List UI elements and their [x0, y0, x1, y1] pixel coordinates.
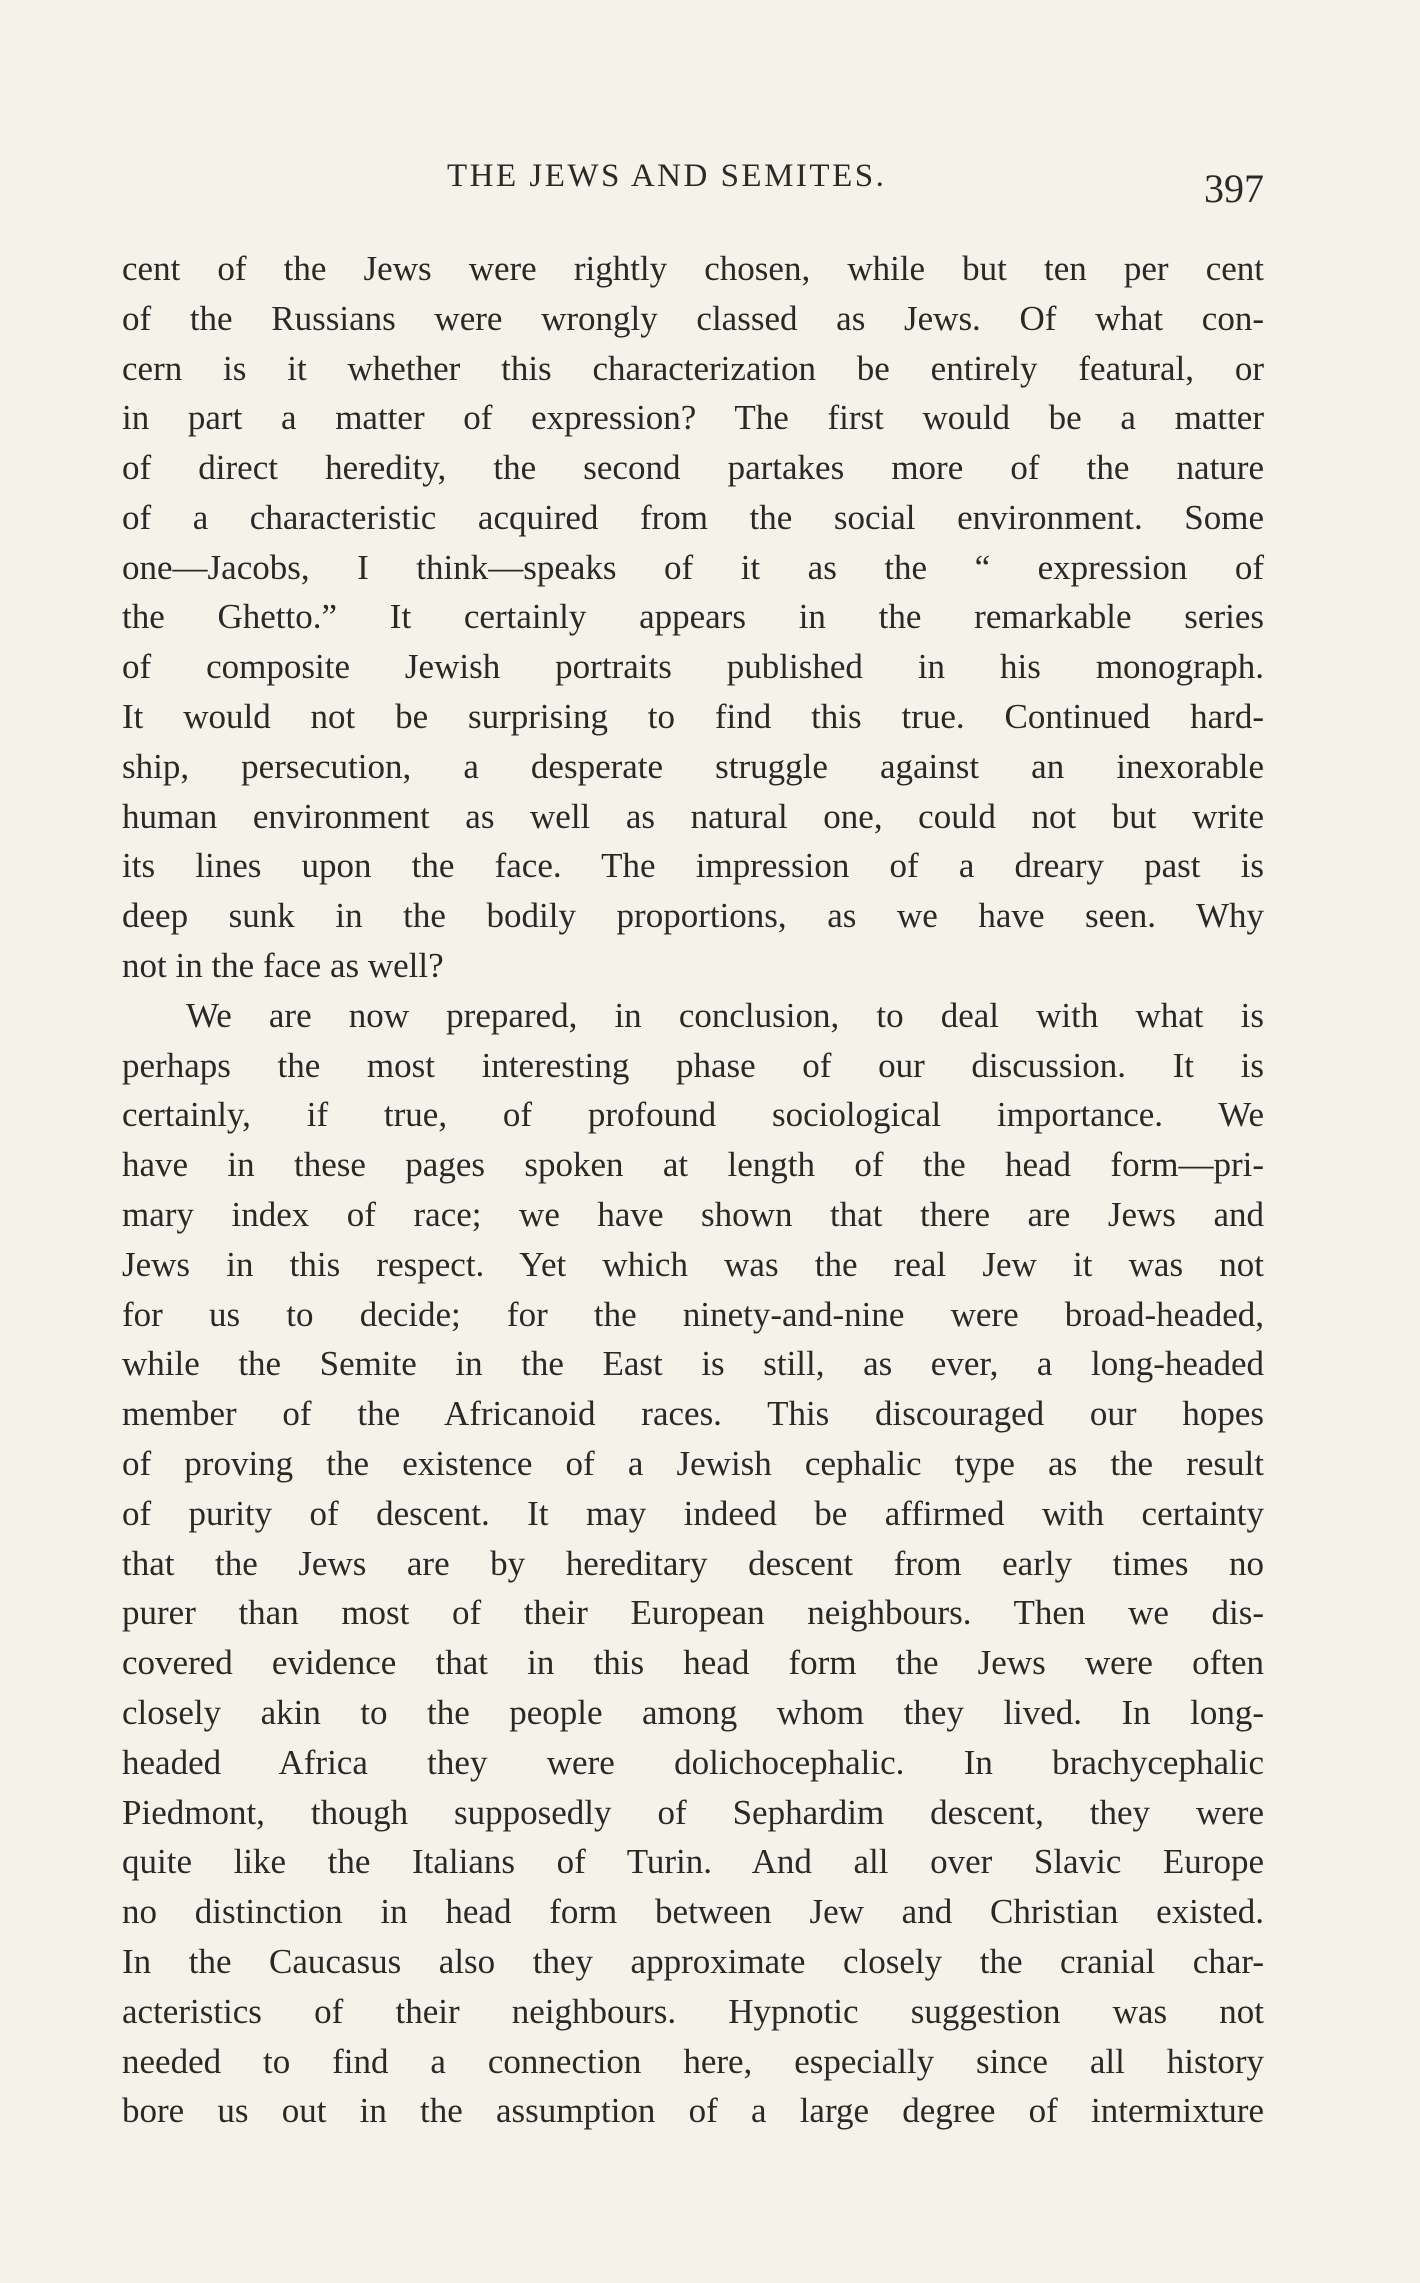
text-line: Piedmont, though supposedly of Sephardim descent, they were	[122, 1793, 1264, 1832]
text-line: of proving the existence of a Jewish cephalic type as the result	[122, 1444, 1264, 1483]
text-line: of direct heredity, the second partakes more of the nature	[122, 448, 1264, 487]
text-line: ship, persecution, a desperate struggle against an inexorable	[122, 747, 1264, 786]
text-line: needed to find a connection here, especially since all history	[122, 2042, 1264, 2081]
text-line: mary index of race; we have shown that there are Jews and	[122, 1195, 1264, 1234]
text-line: perhaps the most interesting phase of our discussion. It is	[122, 1046, 1264, 1085]
text-line: while the Semite in the East is still, as ever, a long-headed	[122, 1344, 1264, 1383]
text-line: no distinction in head form between Jew and Christian existed.	[122, 1892, 1264, 1931]
text-line: quite like the Italians of Turin. And all over Slavic Europe	[122, 1842, 1264, 1881]
text-line: covered evidence that in this head form the Jews were often	[122, 1643, 1264, 1682]
text-line: of the Russians were wrongly classed as Jews. Of what con-	[122, 299, 1264, 338]
text-line: cern is it whether this characterization be entirely featural, or	[122, 349, 1264, 388]
text-line: for us to decide; for the ninety-and-nine were broad-headed,	[122, 1295, 1264, 1334]
text-line: Jews in this respect. Yet which was the real Jew it was not	[122, 1245, 1264, 1284]
running-head: THE JEWS AND SEMITES.	[447, 158, 887, 194]
text-line: cent of the Jews were rightly chosen, while but ten per cent	[122, 249, 1264, 288]
text-line: one—Jacobs, I think—speaks of it as the “ expression of	[122, 548, 1264, 587]
text-line: have in these pages spoken at length of the head form—pri-	[122, 1145, 1264, 1184]
text-line: in part a matter of expression? The first would be a matter	[122, 398, 1264, 437]
text-line: purer than most of their European neighbours. Then we dis-	[122, 1593, 1264, 1632]
text-line: certainly, if true, of profound sociological importance. We	[122, 1095, 1264, 1134]
text-line: of a characteristic acquired from the social environment. Some	[122, 498, 1264, 537]
text-line: of purity of descent. It may indeed be affirmed with certainty	[122, 1494, 1264, 1533]
text-line: not in the face as well?	[122, 946, 444, 985]
text-line: that the Jews are by hereditary descent from early times no	[122, 1544, 1264, 1583]
text-line: It would not be surprising to find this true. Continued hard-	[122, 697, 1264, 736]
text-line: member of the Africanoid races. This discouraged our hopes	[122, 1394, 1264, 1433]
text-line: bore us out in the assumption of a large degree of intermixture	[122, 2091, 1264, 2130]
text-line: deep sunk in the bodily proportions, as we have seen. Why	[122, 896, 1264, 935]
text-line: of composite Jewish portraits published in his monograph.	[122, 647, 1264, 686]
text-line: the Ghetto.” It certainly appears in the remarkable series	[122, 597, 1264, 636]
page-number: 397	[1204, 166, 1264, 211]
text-line: acteristics of their neighbours. Hypnotic suggestion was not	[122, 1992, 1264, 2031]
text-line: human environment as well as natural one, could not but write	[122, 797, 1264, 836]
text-line: In the Caucasus also they approximate closely the cranial char-	[122, 1942, 1264, 1981]
text-line: its lines upon the face. The impression of a dreary past is	[122, 846, 1264, 885]
text-line: headed Africa they were dolichocephalic. In brachycephalic	[122, 1743, 1264, 1782]
text-line: We are now prepared, in conclusion, to deal with what is	[186, 996, 1264, 1035]
text-line: closely akin to the people among whom they lived. In long-	[122, 1693, 1264, 1732]
